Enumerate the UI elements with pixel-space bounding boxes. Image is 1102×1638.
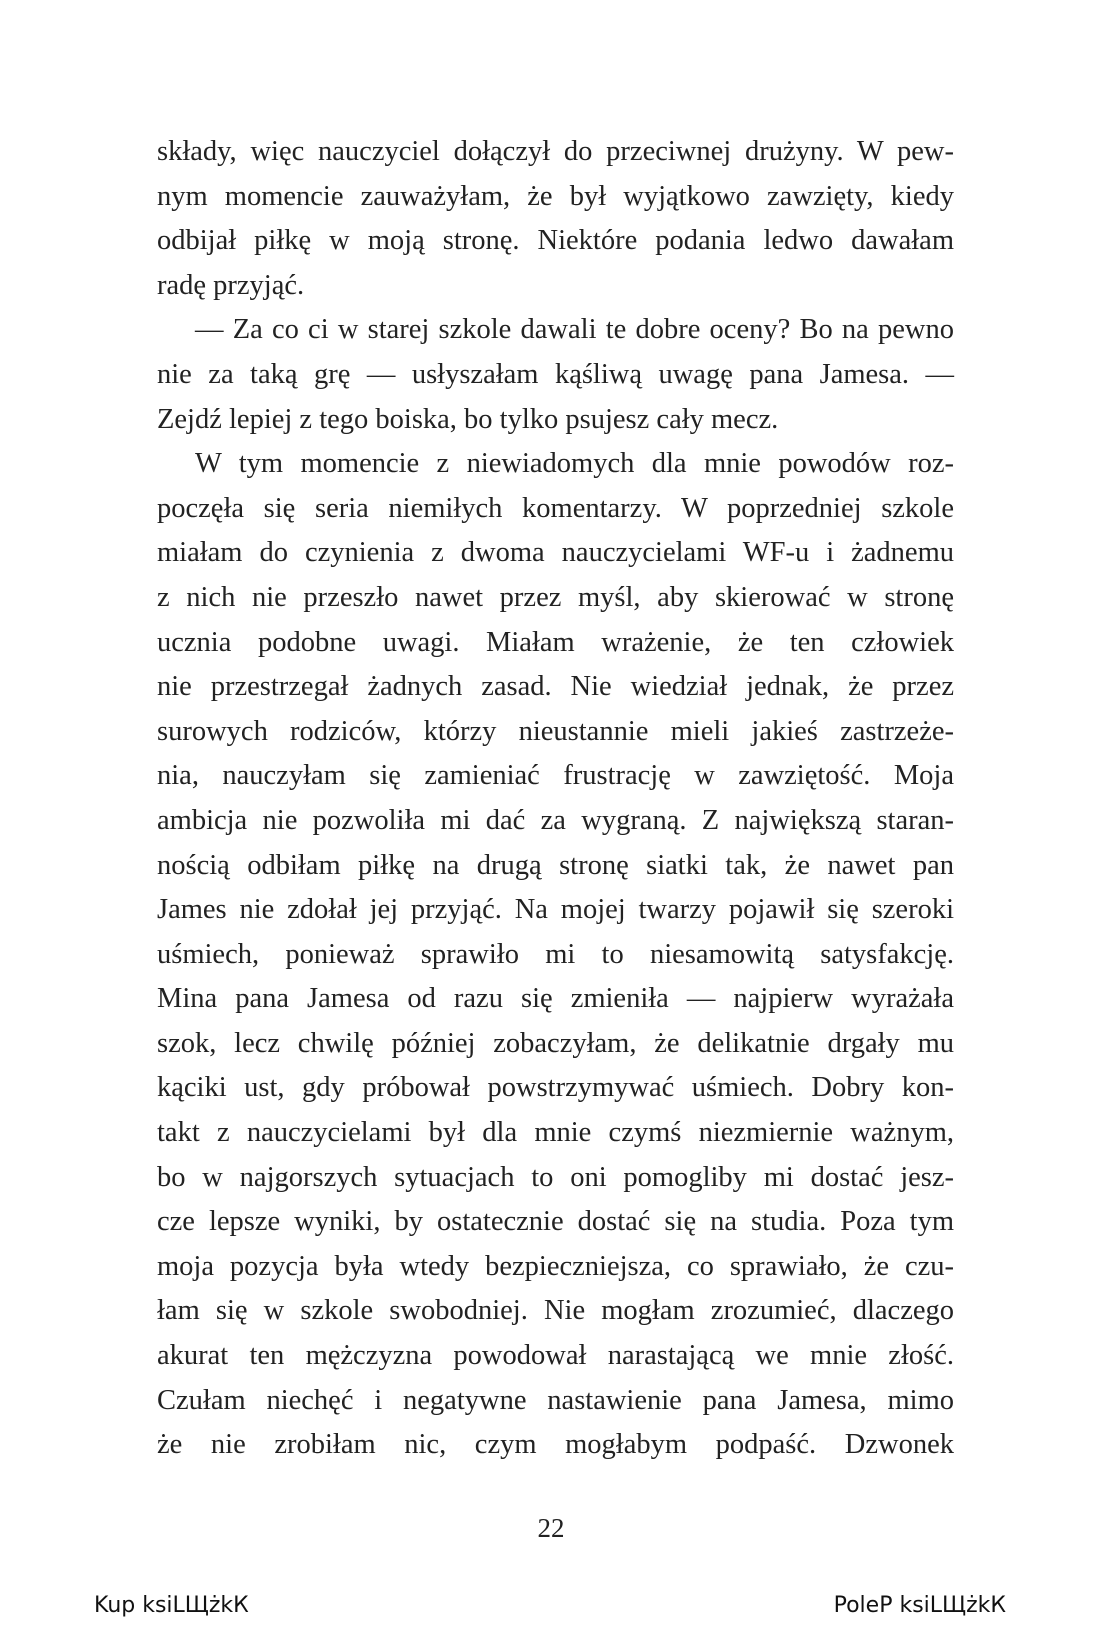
- text-line: ucznia podobne uwagi. Miałam wrażenie, że ten człowiek: [157, 626, 954, 658]
- text-line: — Za co ci w starej szkole dawali te dobre oceny? Bo na pewno: [195, 314, 954, 346]
- buy-book-link[interactable]: Kup ksiLЩżkК: [94, 1593, 249, 1618]
- text-line: szok, lecz chwilę później zobaczyłam, że delikatnie drgały mu: [157, 1027, 954, 1059]
- text-line: nia, nauczyłam się zamieniać frustrację w zawziętość. Moja: [157, 760, 954, 792]
- text-line: kąciki ust, gdy próbował powstrzymywać uśmiech. Dobry kon-: [157, 1072, 954, 1104]
- text-line: Zejdź lepiej z tego boiska, bo tylko psujesz cały mecz.: [157, 403, 779, 435]
- body-text: [157, 130, 954, 1468]
- text-line: z nich nie przeszło nawet przez myśl, aby skierować w stronę: [157, 581, 954, 613]
- text-line: odbijał piłkę w moją stronę. Niektóre podania ledwo dawałam: [157, 225, 954, 257]
- text-line: radę przyjąć.: [157, 269, 305, 301]
- text-line: Czułam niechęć i negatywne nastawienie pana Jamesa, mimo: [157, 1384, 954, 1416]
- text-line: miałam do czynienia z dwoma nauczycielami WF-u i żadnemu: [157, 537, 954, 569]
- text-line: bo w najgorszych sytuacjach to oni pomogliby mi dostać jesz-: [157, 1161, 954, 1193]
- text-line: uśmiech, ponieważ sprawiło mi to niesamowitą satysfakcję.: [157, 938, 954, 970]
- text-line: moja pozycja była wtedy bezpieczniejsza, co sprawiało, że czu-: [157, 1250, 954, 1282]
- text-line: cze lepsze wyniki, by ostatecznie dostać się na studia. Poza tym: [157, 1206, 954, 1238]
- text-line: takt z nauczycielami był dla mnie czymś niezmiernie ważnym,: [157, 1117, 954, 1149]
- text-line: Mina pana Jamesa od razu się zmieniła — najpierw wyrażała: [157, 983, 954, 1015]
- text-line: James nie zdołał jej przyjąć. Na mojej twarzy pojawił się szeroki: [157, 894, 954, 926]
- text-line: nością odbiłam piłkę na drugą stronę siatki tak, że nawet pan: [157, 849, 954, 881]
- text-line: składy, więc nauczyciel dołączył do przeciwnej drużyny. W pew-: [157, 136, 954, 167]
- text-line: nym momencie zauważyłam, że był wyjątkowo zawzięty, kiedy: [157, 180, 954, 212]
- text-line: nie za taką grę — usłyszałam kąśliwą uwagę pana Jamesa. —: [157, 358, 954, 390]
- text-line: ambicja nie pozwoliła mi dać za wygraną. Z największą staran-: [157, 804, 954, 836]
- text-line: łam się w szkole swobodniej. Nie mogłam zrozumieć, dlaczego: [157, 1295, 954, 1327]
- page-number: 22: [537, 1513, 565, 1543]
- text-line: że nie zrobiłam nic, czym mogłabym podpaść. Dzwonek: [157, 1429, 954, 1461]
- text-line: nie przestrzegał żadnych zasad. Nie wiedział jednak, że przez: [157, 671, 954, 703]
- text-line: surowych rodziców, którzy nieustannie mieli jakieś zastrzeże-: [157, 715, 954, 747]
- text-line: akurat ten mężczyzna powodował narastającą we mnie złość.: [157, 1340, 954, 1372]
- text-line: poczęła się seria niemiłych komentarzy. W poprzedniej szkole: [157, 492, 954, 524]
- text-line: W tym momencie z niewiadomych dla mnie powodów roz-: [195, 448, 954, 480]
- recommend-book-link[interactable]: PoleР ksiLЩżkК: [833, 1593, 1006, 1618]
